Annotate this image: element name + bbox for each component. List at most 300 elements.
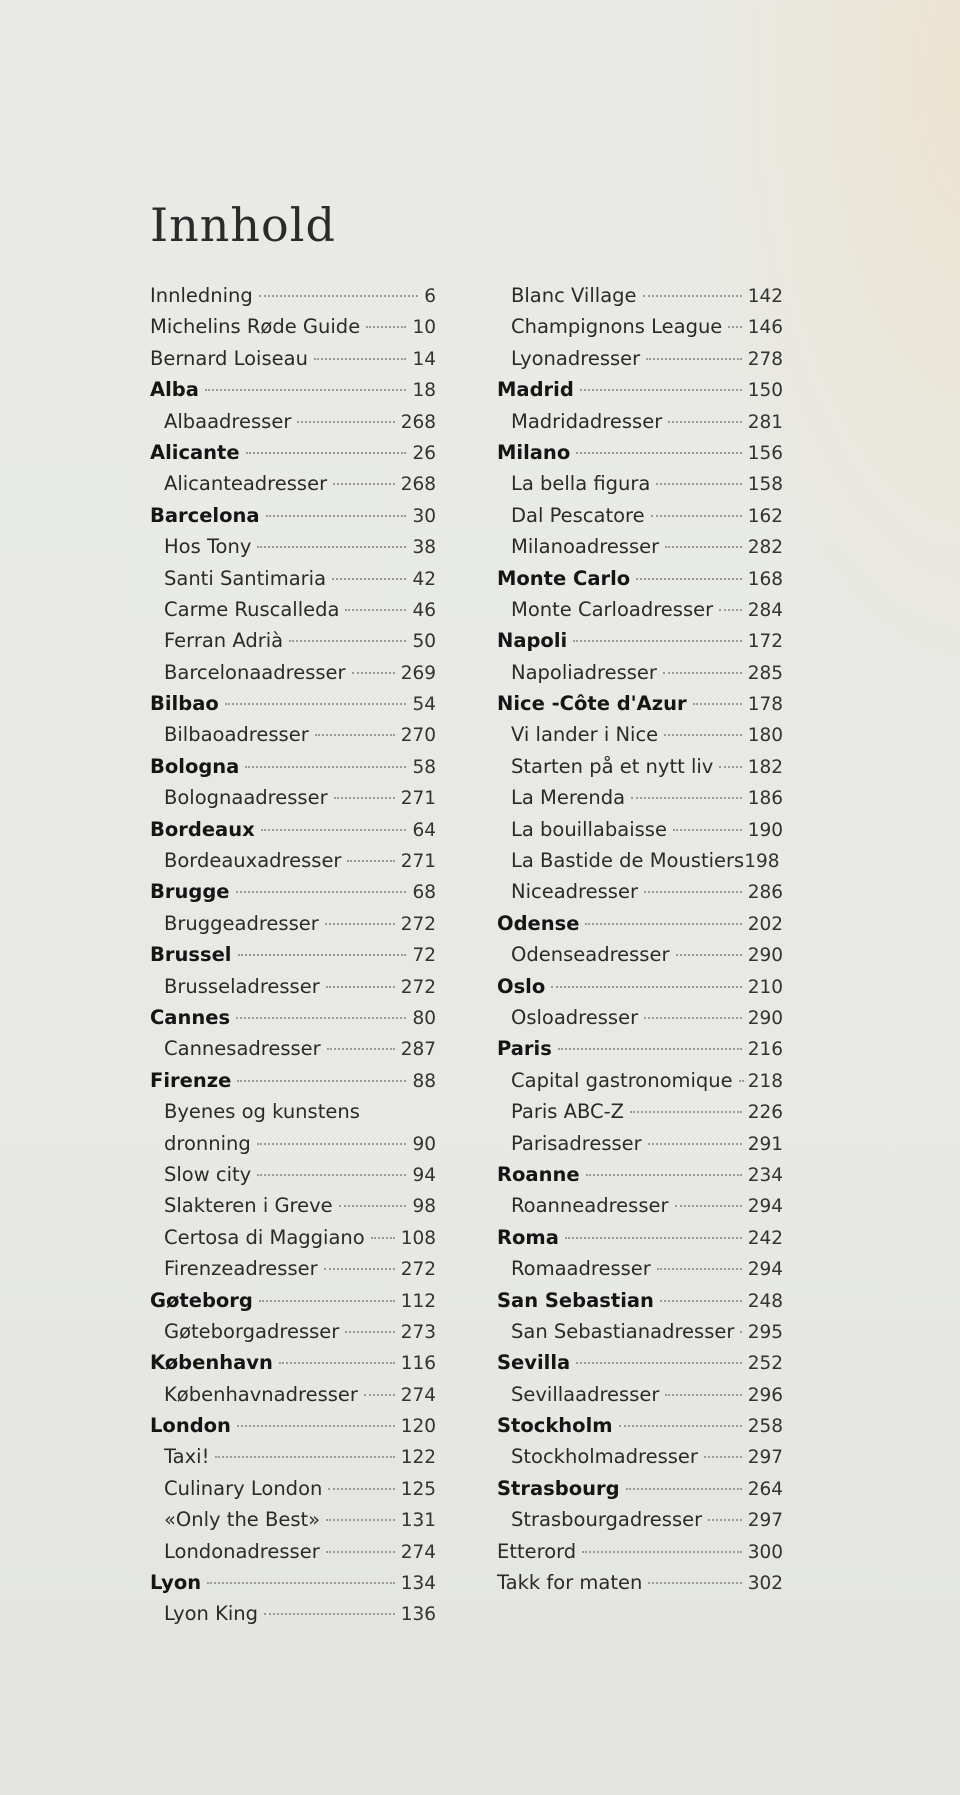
dot-leader [347, 860, 394, 862]
toc-entry-page-number: 112 [400, 1290, 436, 1312]
dot-leader [327, 1048, 395, 1050]
dot-leader [238, 954, 407, 956]
toc-entry [150, 1473, 436, 1504]
toc-entry [150, 1567, 436, 1598]
toc-entry-page-number: 178 [747, 694, 783, 716]
toc-entry-page-number: 98 [412, 1196, 436, 1218]
dot-leader [345, 1331, 394, 1333]
toc-entry-label: Roma [497, 1225, 559, 1249]
toc-entry-page-number: 162 [747, 505, 783, 527]
toc-entry-page-number: 158 [747, 474, 783, 496]
toc-entry-page-number: 80 [412, 1007, 436, 1029]
toc-entry [150, 500, 436, 531]
toc-entry-page-number: 271 [400, 851, 436, 873]
dot-leader [657, 1268, 742, 1270]
toc-entry [150, 1598, 436, 1629]
toc-entry-page-number: 290 [747, 945, 783, 967]
toc-entry-label: Bilbaoadresser [164, 723, 309, 747]
toc-entry-page-number: 202 [747, 913, 783, 935]
toc-entry-label: Gøteborg [150, 1288, 253, 1312]
dot-leader [585, 923, 741, 925]
dot-leader [345, 609, 406, 611]
toc-entry-label: Lyon [150, 1571, 202, 1595]
toc-entry [150, 876, 436, 907]
dot-leader [326, 1519, 395, 1521]
dot-leader [728, 326, 741, 328]
toc-entry [150, 563, 436, 594]
dot-leader [261, 829, 407, 831]
dot-leader [648, 1143, 742, 1145]
toc-entry-label: Stockholmadresser [511, 1445, 698, 1469]
toc-entry-page-number: 264 [747, 1478, 783, 1500]
toc-entry-label: Vi lander i Nice [511, 723, 659, 747]
toc-entry [150, 1536, 436, 1567]
dot-leader [366, 326, 406, 328]
toc-entry-label: Londonadresser [164, 1539, 320, 1563]
dot-leader [565, 1237, 742, 1239]
toc-entry-label: Alicanteadresser [164, 472, 328, 496]
toc-entry-label: Innledning [150, 284, 253, 307]
toc-entry-page-number: 90 [412, 1133, 436, 1155]
toc-entry [150, 311, 436, 342]
dot-leader [719, 609, 742, 611]
toc-entry [497, 343, 783, 374]
toc-entry-page-number: 168 [747, 568, 783, 590]
dot-leader [663, 672, 742, 674]
toc-entry-page-number: 297 [747, 1510, 783, 1532]
dot-leader [582, 1551, 742, 1553]
dot-leader [739, 1080, 742, 1082]
toc-entry [150, 437, 436, 468]
dot-leader [289, 640, 406, 642]
toc-entry [497, 406, 783, 437]
toc-entry [150, 1128, 436, 1159]
toc-entry-label: Brusseladresser [164, 974, 320, 998]
toc-entry [497, 719, 783, 750]
toc-entry-label: Osloadresser [511, 1005, 639, 1029]
toc-entry-page-number: 285 [747, 662, 783, 684]
toc-entry-page-number: 294 [747, 1196, 783, 1218]
dot-leader [225, 703, 407, 705]
toc-entry [150, 751, 436, 782]
toc-entry-page-number: 286 [747, 882, 783, 904]
dot-leader [259, 1300, 395, 1302]
toc-entry-page-number: 122 [400, 1447, 436, 1469]
toc-entry-page-number: 134 [400, 1573, 436, 1595]
dot-leader [636, 578, 742, 580]
toc-entry [150, 280, 436, 311]
toc-entry [497, 1504, 783, 1535]
dot-leader [665, 1394, 741, 1396]
dot-leader [643, 295, 742, 297]
toc-entry-label: Capital gastronomique [511, 1068, 733, 1092]
toc-entry [497, 1033, 783, 1064]
toc-entry-page-number: 272 [400, 1259, 436, 1281]
toc-entry-page-number: 270 [400, 725, 436, 747]
toc-entry-label: Brugge [150, 880, 230, 904]
toc-entry [497, 1096, 783, 1127]
dot-leader [257, 1143, 407, 1145]
toc-entry-page-number: 271 [400, 788, 436, 810]
dot-leader [704, 1456, 742, 1458]
toc-entry-label: Barcelonaadresser [164, 660, 346, 684]
toc-entry-page-number: 131 [400, 1510, 436, 1532]
toc-entry-page-number: 198 [744, 851, 780, 873]
toc-entry [497, 468, 783, 499]
toc-entry-label: Champignons League [511, 315, 723, 339]
toc-entry-page-number: 136 [400, 1604, 436, 1626]
dot-leader [205, 389, 407, 391]
toc-entry-page-number: 282 [747, 537, 783, 559]
toc-entry [150, 719, 436, 750]
dot-leader [264, 1613, 395, 1615]
dot-leader [644, 1017, 742, 1019]
toc-entry [497, 1002, 783, 1033]
toc-entry-page-number: 226 [747, 1102, 783, 1124]
toc-entry-label: Parisadresser [511, 1131, 642, 1155]
toc-entry [497, 845, 783, 876]
toc-entry-label: Paris ABC-Z [511, 1100, 625, 1124]
dot-leader [646, 358, 742, 360]
toc-entry-label: Dal Pescatore [511, 503, 645, 527]
toc-entry-page-number: 281 [747, 411, 783, 433]
dot-leader [236, 891, 407, 893]
toc-entry-label: Milanoadresser [511, 535, 660, 559]
toc-entry-page-number: 272 [400, 976, 436, 998]
toc-entry-label: Cannes [150, 1005, 231, 1029]
toc-entry-label: Monte Carlo [497, 566, 631, 590]
dot-leader [630, 1111, 742, 1113]
toc-entry-page-number: 64 [412, 819, 436, 841]
toc-entry-label: dronning [164, 1131, 251, 1155]
toc-entry-page-number: 156 [747, 442, 783, 464]
toc-entry [497, 1536, 783, 1567]
dot-leader [246, 452, 407, 454]
dot-leader [673, 829, 742, 831]
toc-entry-label: Etterord [497, 1539, 577, 1563]
toc-entry [497, 657, 783, 688]
toc-entry-page-number: 54 [412, 694, 436, 716]
toc-entry-label: Firenzeadresser [164, 1257, 318, 1281]
toc-entry [497, 908, 783, 939]
dot-leader [314, 358, 407, 360]
dot-leader [668, 421, 741, 423]
toc-entry [150, 1441, 436, 1472]
toc-entry-label: Ferran Adrià [164, 629, 284, 653]
toc-entry [150, 939, 436, 970]
toc-entry-page-number: 125 [400, 1478, 436, 1500]
toc-entry-label: Alicante [150, 440, 240, 464]
toc-entry [150, 782, 436, 813]
toc-entry [150, 1190, 436, 1221]
toc-entry-label: Slow city [164, 1162, 252, 1186]
toc-entry-label: Taxi! [164, 1445, 210, 1469]
toc-entry [497, 1316, 783, 1347]
toc-entry-label: La Merenda [511, 786, 626, 810]
toc-entry [150, 1410, 436, 1441]
dot-leader [619, 1425, 742, 1427]
toc-entry-label: Michelins Røde Guide [150, 315, 361, 339]
toc-entry-page-number: 234 [747, 1164, 783, 1186]
toc-entry-label: Københavnadresser [164, 1382, 358, 1406]
toc-entry [497, 500, 783, 531]
toc-entry-label: Culinary London [164, 1476, 323, 1500]
toc-entry-label: Odenseadresser [511, 943, 670, 967]
toc-entry [497, 1410, 783, 1441]
dot-leader [334, 797, 395, 799]
toc-entry [150, 814, 436, 845]
toc-column-right [497, 280, 783, 1598]
dot-leader [586, 1174, 742, 1176]
toc-entry-page-number: 14 [412, 348, 436, 370]
toc-entry-label: Sevilla [497, 1351, 571, 1375]
toc-entry-label: Albaadresser [164, 409, 292, 433]
toc-entry-label: Hos Tony [164, 535, 252, 559]
toc-entry-label: Monte Carloadresser [511, 597, 714, 621]
dot-leader [328, 1488, 394, 1490]
toc-entry-page-number: 38 [412, 537, 436, 559]
toc-entry-label: Bordeaux [150, 817, 255, 841]
dot-leader [580, 389, 742, 391]
toc-entry-page-number: 294 [747, 1259, 783, 1281]
toc-entry-page-number: 18 [412, 380, 436, 402]
toc-entry [497, 1347, 783, 1378]
dot-leader [333, 483, 395, 485]
toc-entry [150, 406, 436, 437]
toc-entry-label: Odense [497, 911, 580, 935]
toc-entry [497, 280, 783, 311]
toc-entry [150, 845, 436, 876]
toc-entry-page-number: 182 [747, 756, 783, 778]
toc-entry-label: Certosa di Maggiano [164, 1225, 365, 1249]
toc-entry-label: Nice -Côte d'Azur [497, 692, 687, 716]
dot-leader [259, 295, 418, 297]
dot-leader [719, 766, 741, 768]
toc-entry [497, 1285, 783, 1316]
dot-leader [664, 734, 742, 736]
dot-leader [665, 546, 742, 548]
toc-entry-page-number: 287 [400, 1039, 436, 1061]
toc-entry-page-number: 268 [400, 474, 436, 496]
dot-leader [631, 797, 742, 799]
toc-entry-page-number: 268 [400, 411, 436, 433]
toc-entry-page-number: 296 [747, 1384, 783, 1406]
toc-entry-page-number: 172 [747, 631, 783, 653]
dot-leader [324, 1268, 395, 1270]
toc-entry [150, 1253, 436, 1284]
dot-leader [237, 1425, 395, 1427]
toc-entry-label: Bernard Loiseau [150, 346, 308, 370]
toc-entry-page-number: 274 [400, 1541, 436, 1563]
dot-leader [326, 986, 395, 988]
toc-entry-page-number: 142 [747, 286, 783, 307]
toc-entry [497, 939, 783, 970]
toc-entry [150, 1379, 436, 1410]
toc-entry [150, 688, 436, 719]
toc-entry-page-number: 94 [412, 1164, 436, 1186]
toc-entry [497, 1379, 783, 1410]
toc-entry-page-number: 30 [412, 505, 436, 527]
toc-entry-page-number: 6 [424, 286, 436, 307]
toc-entry [497, 1253, 783, 1284]
toc-entry [150, 971, 436, 1002]
dot-leader [245, 766, 406, 768]
toc-entry-label: London [150, 1414, 231, 1438]
dot-leader [236, 1017, 406, 1019]
toc-entry-page-number: 218 [747, 1070, 783, 1092]
toc-entry-label: Bruggeadresser [164, 911, 319, 935]
toc-entry-page-number: 291 [747, 1133, 783, 1155]
toc-entry-label: Roanneadresser [511, 1194, 669, 1218]
toc-entry-label: Milano [497, 440, 571, 464]
dot-leader [207, 1582, 395, 1584]
toc-entry-page-number: 242 [747, 1227, 783, 1249]
toc-entry-label: Bologna [150, 754, 240, 778]
toc-entry-label: Byenes og kunstens [164, 1100, 360, 1124]
toc-entry-page-number: 150 [747, 380, 783, 402]
dot-leader [648, 1582, 741, 1584]
toc-entry-page-number: 180 [747, 725, 783, 747]
toc-entry [497, 1473, 783, 1504]
toc-entry-page-number: 269 [400, 662, 436, 684]
toc-entry [150, 908, 436, 939]
toc-entry [150, 343, 436, 374]
dot-leader [364, 1394, 395, 1396]
toc-entry-page-number: 26 [412, 442, 436, 464]
toc-entry-label: Napoli [497, 629, 568, 653]
toc-entry-label: Cannesadresser [164, 1037, 321, 1061]
dot-leader [297, 421, 394, 423]
toc-entry [150, 625, 436, 656]
toc-entry [497, 688, 783, 719]
toc-entry-label: Roanne [497, 1162, 580, 1186]
toc-entry-label: La bouillabaisse [511, 817, 667, 841]
toc-entry [150, 1002, 436, 1033]
toc-entry [150, 594, 436, 625]
toc-entry-page-number: 190 [747, 819, 783, 841]
dot-leader [215, 1456, 394, 1458]
toc-entry-label: La bella figura [511, 472, 651, 496]
dot-leader [257, 1174, 406, 1176]
toc-entry [497, 876, 783, 907]
toc-entry [497, 1065, 783, 1096]
toc-entry-label: Takk for maten [497, 1571, 643, 1595]
toc-entry-label: Sevillaadresser [511, 1382, 660, 1406]
toc-entry-label: Slakteren i Greve [164, 1194, 333, 1218]
dot-leader [325, 923, 395, 925]
toc-entry-label: Firenze [150, 1068, 232, 1092]
toc-entry [497, 1190, 783, 1221]
toc-entry-page-number: 278 [747, 348, 783, 370]
toc-entry-label: La Bastide de Moustiers [511, 849, 745, 873]
toc-entry-label: Alba [150, 378, 199, 402]
toc-entry [497, 625, 783, 656]
dot-leader [315, 734, 395, 736]
dot-leader [573, 640, 741, 642]
toc-entry-label: Starten på et nytt liv [511, 754, 714, 778]
dot-leader [675, 1205, 742, 1207]
toc-entry-page-number: 273 [400, 1321, 436, 1343]
toc-entry-page-number: 210 [747, 976, 783, 998]
toc-entry-page-number: 300 [747, 1541, 783, 1563]
toc-entry [497, 751, 783, 782]
dot-leader [237, 1080, 406, 1082]
toc-entry [497, 563, 783, 594]
toc-entry-label: Niceadresser [511, 880, 638, 904]
toc-entry-page-number: 58 [412, 756, 436, 778]
dot-leader [576, 1362, 741, 1364]
toc-entry [150, 374, 436, 405]
toc-entry-label: San Sebastian [497, 1288, 654, 1312]
dot-leader [660, 1300, 742, 1302]
toc-entry-page-number: 216 [747, 1039, 783, 1061]
dot-leader [326, 1551, 395, 1553]
dot-leader [279, 1362, 395, 1364]
dot-leader [352, 672, 395, 674]
dot-leader [708, 1519, 742, 1521]
toc-entry-label: Madrid [497, 378, 574, 402]
toc-entry-page-number: 302 [747, 1573, 783, 1595]
toc-entry-label: Lyon King [164, 1602, 259, 1626]
toc-entry [497, 594, 783, 625]
toc-entry-label: Santi Santimaria [164, 566, 327, 590]
toc-entry [497, 437, 783, 468]
toc-entry-page-number: 252 [747, 1353, 783, 1375]
toc-entry-page-number: 72 [412, 945, 436, 967]
toc-entry-page-number: 274 [400, 1384, 436, 1406]
dot-leader [332, 578, 406, 580]
toc-entry [497, 1441, 783, 1472]
toc-entry-page-number: 186 [747, 788, 783, 810]
dot-leader [651, 515, 742, 517]
dot-leader [339, 1205, 407, 1207]
toc-entry-page-number: 120 [400, 1416, 436, 1438]
toc-entry [497, 1159, 783, 1190]
toc-entry-page-number: 42 [412, 568, 436, 590]
toc-entry-page-number: 297 [747, 1447, 783, 1469]
toc-entry [497, 531, 783, 562]
toc-entry [497, 374, 783, 405]
dot-leader [656, 483, 741, 485]
dot-leader [676, 954, 742, 956]
dot-leader [558, 1048, 742, 1050]
toc-entry [150, 1504, 436, 1535]
toc-entry-label: Strasbourg [497, 1476, 620, 1500]
toc-entry [150, 1096, 436, 1127]
dot-leader [257, 546, 406, 548]
toc-entry-page-number: 46 [412, 599, 436, 621]
toc-entry-label: Madridadresser [511, 409, 663, 433]
toc-entry-page-number: 284 [747, 599, 783, 621]
toc-entry-page-number: 295 [747, 1321, 783, 1343]
toc-entry [497, 971, 783, 1002]
toc-entry [150, 1033, 436, 1064]
toc-entry-page-number: 10 [412, 317, 436, 339]
toc-entry [150, 1285, 436, 1316]
toc-entry [497, 1222, 783, 1253]
dot-leader [644, 891, 742, 893]
toc-entry-label: København [150, 1351, 273, 1375]
dot-leader [693, 703, 742, 705]
toc-entry [150, 1065, 436, 1096]
toc-entry-label: Blanc Village [511, 284, 637, 307]
toc-entry [497, 814, 783, 845]
toc-column-left [150, 280, 436, 1630]
dot-leader [266, 515, 407, 517]
toc-entry-label: Brussel [150, 943, 232, 967]
toc-entry-label: Lyonadresser [511, 346, 641, 370]
toc-entry-label: Barcelona [150, 503, 260, 527]
